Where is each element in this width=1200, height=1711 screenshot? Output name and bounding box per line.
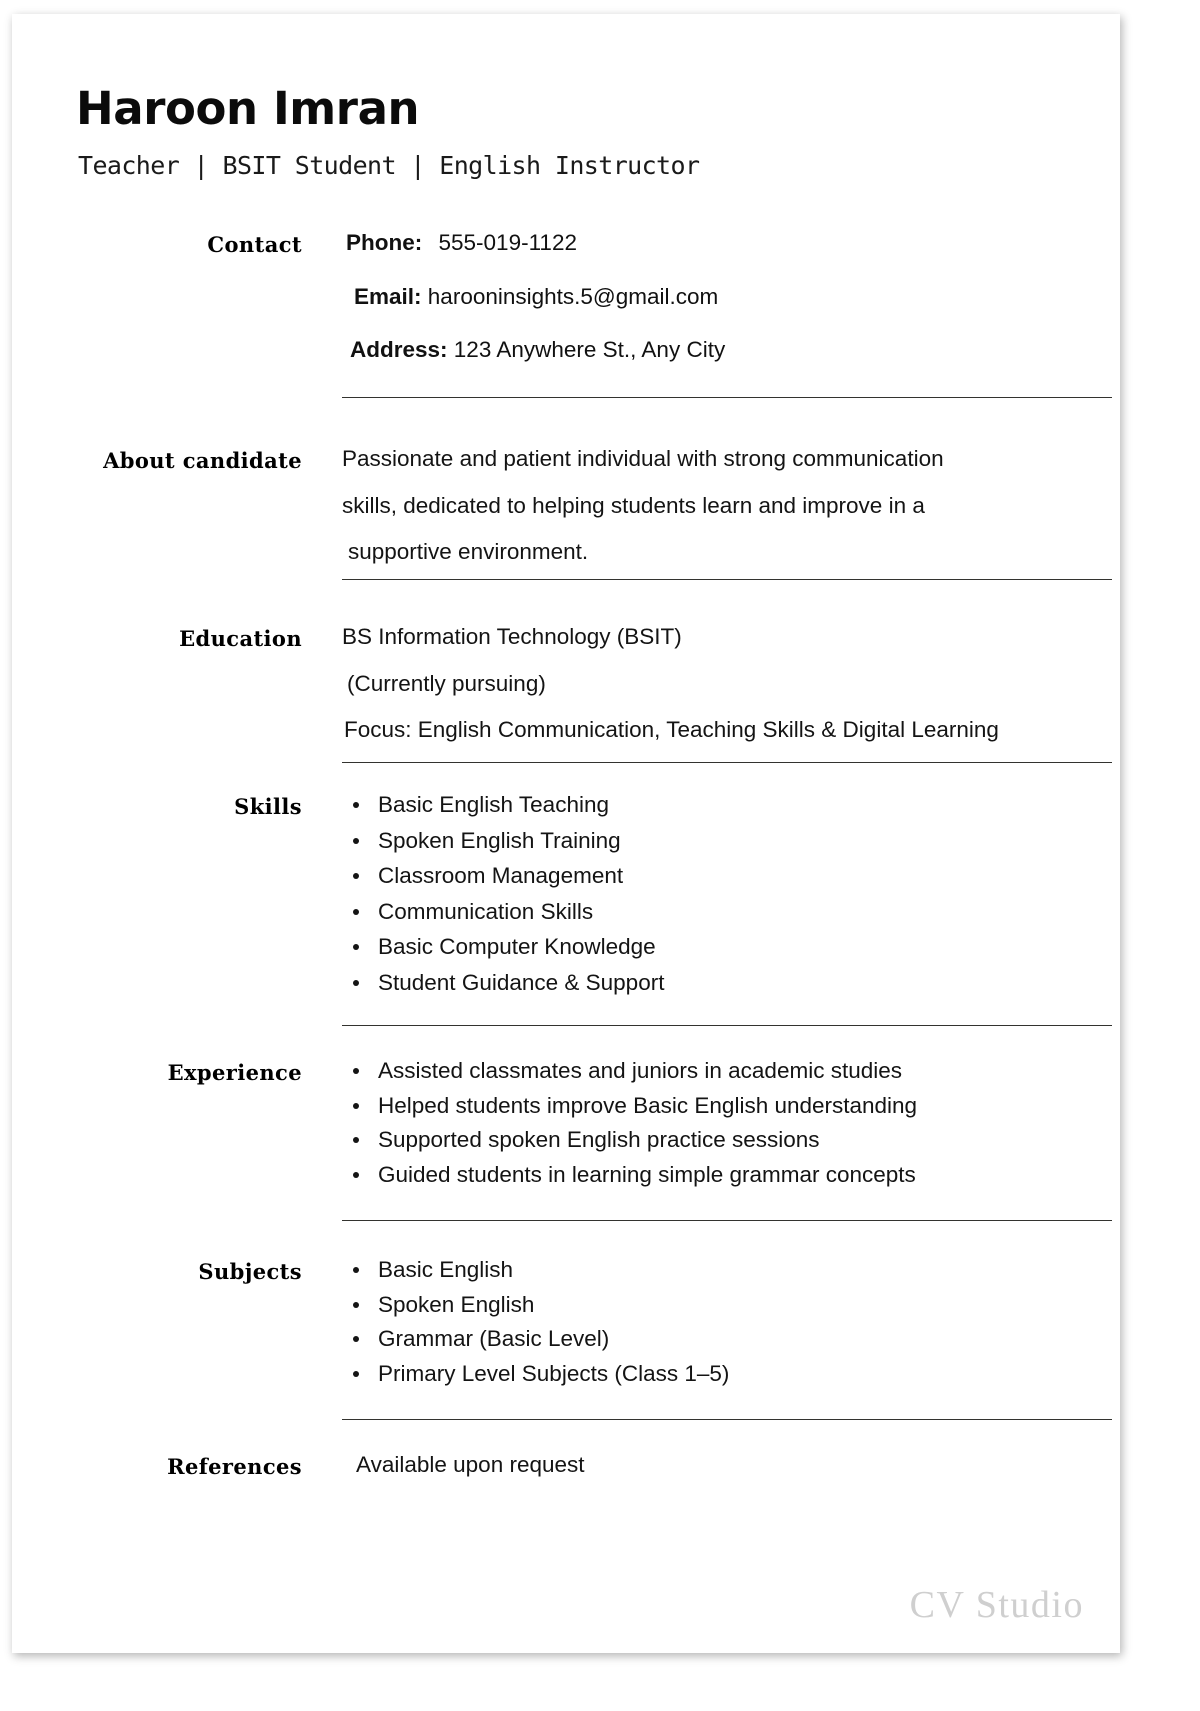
contact-details [342, 232, 1076, 362]
section-experience [76, 1060, 1076, 1186]
about-text [342, 448, 1076, 564]
education-line: BS Information Technology (BSIT) [342, 624, 682, 649]
resume-header [76, 82, 1076, 180]
section-label-education: Education [179, 626, 302, 651]
list-item [342, 794, 1076, 817]
section-subjects [76, 1259, 1076, 1385]
bullet-dot-icon [353, 944, 359, 950]
resume-content [12, 14, 1120, 1653]
list-item-label: Basic English Teaching [378, 792, 609, 817]
list-item [342, 969, 1076, 995]
bullet-dot-icon [353, 1103, 359, 1109]
list-item [342, 1161, 1076, 1187]
experience-list [342, 1060, 1076, 1186]
education-text [342, 626, 1076, 742]
section-about [76, 448, 1076, 564]
skills-list-wrap [342, 794, 1076, 994]
list-item-label: Basic Computer Knowledge [378, 934, 656, 959]
section-contact [76, 232, 1076, 362]
list-item [342, 865, 1076, 888]
bullet-dot-icon [353, 909, 359, 915]
list-item-label: Basic English [378, 1257, 514, 1282]
contact-address [350, 339, 1076, 362]
divider-after-about [342, 579, 1112, 580]
section-label-skills: Skills [234, 794, 302, 819]
list-item [342, 1060, 1076, 1083]
contact-phone [346, 232, 1076, 255]
contact-email-label: Email: [354, 283, 422, 309]
divider-after-contact [342, 397, 1112, 398]
section-label-experience: Experience [167, 1060, 302, 1085]
list-item [342, 1129, 1076, 1152]
education-line: Focus: English Communication, Teaching Skills & Digital Learning [344, 717, 999, 742]
bullet-dot-icon [353, 980, 359, 986]
list-item-label: Communication Skills [378, 898, 594, 924]
bullet-dot-icon [353, 1267, 359, 1273]
contact-phone-value: 555-019-1122 [438, 230, 577, 255]
list-item [342, 1328, 1076, 1351]
divider-after-education [342, 762, 1112, 763]
skills-list [342, 794, 1076, 994]
divider-after-experience [342, 1220, 1112, 1221]
contact-email [354, 283, 1076, 309]
bullet-dot-icon [353, 1371, 359, 1377]
section-label-contact: Contact [207, 232, 302, 257]
subjects-list [342, 1259, 1076, 1385]
about-line: supportive environment. [348, 539, 589, 564]
candidate-name: Haroon Imran [76, 82, 420, 135]
experience-list-wrap [342, 1060, 1076, 1186]
list-item [342, 898, 1076, 924]
section-label-references: References [167, 1454, 302, 1479]
section-label-about: About candidate [103, 448, 302, 473]
resume-page [12, 14, 1120, 1653]
section-references [76, 1454, 1076, 1477]
watermark-cv-studio: CV Studio [909, 1584, 1084, 1626]
subjects-list-wrap [342, 1259, 1076, 1385]
list-item-label: Helped students improve Basic English understanding [378, 1092, 918, 1118]
list-item-label: Classroom Management [378, 863, 624, 888]
bullet-dot-icon [353, 1336, 359, 1342]
list-item [342, 1092, 1076, 1118]
list-item [342, 1360, 1076, 1386]
references-value: Available upon request [356, 1452, 585, 1477]
bullet-dot-icon [353, 1172, 359, 1178]
bullet-dot-icon [353, 1137, 359, 1143]
divider-after-skills [342, 1025, 1112, 1026]
list-item-label: Grammar (Basic Level) [378, 1326, 610, 1351]
list-item [342, 827, 1076, 853]
list-item [342, 936, 1076, 959]
list-item [342, 1259, 1076, 1282]
contact-address-value: 123 Anywhere St., Any City [453, 337, 726, 362]
about-line: skills, dedicated to helping students learn and improve in a [342, 492, 925, 518]
bullet-dot-icon [353, 1302, 359, 1308]
section-education [76, 626, 1076, 742]
bullet-dot-icon [353, 838, 359, 844]
bullet-dot-icon [353, 873, 359, 879]
bullet-dot-icon [353, 802, 359, 808]
references-text [342, 1454, 1076, 1477]
section-label-subjects: Subjects [198, 1259, 302, 1284]
list-item [342, 1291, 1076, 1317]
section-skills [76, 794, 1076, 994]
divider-after-subjects [342, 1419, 1112, 1420]
contact-address-label: Address: [350, 337, 448, 362]
contact-phone-label: Phone: [346, 230, 423, 255]
list-item-label: Student Guidance & Support [378, 969, 665, 995]
candidate-headline: Teacher | BSIT Student | English Instructor [78, 151, 700, 180]
list-item-label: Guided students in learning simple grammar concepts [378, 1161, 916, 1187]
contact-email-value: harooninsights.5@gmail.com [427, 283, 719, 309]
list-item-label: Supported spoken English practice sessions [378, 1127, 820, 1152]
list-item-label: Primary Level Subjects (Class 1–5) [378, 1360, 730, 1386]
list-item-label: Assisted classmates and juniors in academic studies [378, 1058, 902, 1083]
about-line: Passionate and patient individual with strong communication [342, 446, 944, 471]
bullet-dot-icon [353, 1068, 359, 1074]
education-line: (Currently pursuing) [347, 670, 546, 696]
list-item-label: Spoken English [378, 1291, 535, 1317]
list-item-label: Spoken English Training [378, 827, 621, 853]
